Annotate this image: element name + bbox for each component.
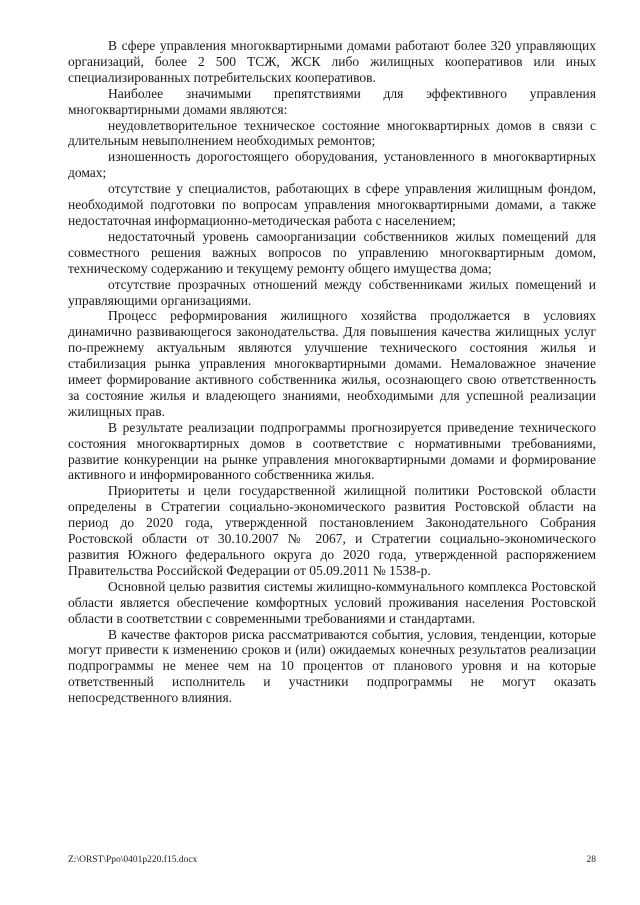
document-body bbox=[68, 38, 596, 706]
paragraph: отсутствие у специалистов, работающих в сфере управления жилищным фондом, необходимой подготовки по вопросам управления многоквартирными домами, а также недостаточная информационно-методическая работа с населением; bbox=[68, 181, 596, 228]
file-path: Z:\ORST\Ppo\0401p220.f15.docx bbox=[68, 855, 198, 865]
paragraph: Наиболее значимыми препятствиями для эффективного управления многоквартирными домами являются: bbox=[68, 85, 596, 117]
paragraph: В сфере управления многоквартирными домами работают более 320 управляющих организаций, более 2 500 ТСЖ, ЖСК либо жилищных кооперативов или иных специализированных потребительских кооперативов. bbox=[68, 38, 596, 85]
paragraph: Приоритеты и цели государственной жилищной политики Ростовской области определены в Стратегии социально-экономического развития Ростовской области на период до 2020 года, утвержденной постановлением Законодательного Собрания Ростовской области от 30.10.2007 № 2067, и Стратегии социально-экономического развития Южного федерального округа до 2020 года, утвержденной распоряжением Правительства Российской Федерации от 05.09.2011 № 1538-р. bbox=[68, 483, 596, 578]
paragraph: В качестве факторов риска рассматриваются события, условия, тенденции, которые могут привести к изменению сроков и (или) ожидаемых конечных результатов реализации подпрограммы не менее чем на 10 процентов от планового уровня и на которые ответственный исполнитель и участники подпрограммы не могут оказать непосредственного влияния. bbox=[68, 626, 596, 706]
page-number: 28 bbox=[586, 855, 596, 865]
paragraph: отсутствие прозрачных отношений между собственниками жилых помещений и управляющими организациями. bbox=[68, 276, 596, 308]
paragraph: неудовлетворительное техническое состояние многоквартирных домов в связи с длительным невыполнением необходимых ремонтов; bbox=[68, 117, 596, 149]
paragraph: Основной целью развития системы жилищно-коммунального комплекса Ростовской области является обеспечение комфортных условий проживания населения Ростовской области в соответствии с современными требованиями и стандартами. bbox=[68, 578, 596, 626]
paragraph: изношенность дорогостоящего оборудования, установленного в многоквартирных домах; bbox=[68, 149, 596, 181]
paragraph: Процесс реформирования жилищного хозяйства продолжается в условиях динамично развивающегося законодательства. Для повышения качества жилищных услуг по-прежнему актуальным являются улучшение технического состояния жилья и стабилизация рынка управления многоквартирными домами. Немаловажное значение имеет формирование активного собственника жилья, осознающего свою ответственность за состояние жилья и владеющего знаниями, необходимыми для успешной реализации жилищных прав. bbox=[68, 308, 596, 419]
paragraph: В результате реализации подпрограммы прогнозируется приведение технического состояния многоквартирных домов в соответствие с нормативными требованиями, развитие конкуренции на рынке управления многоквартирными домами и формирование активного и информированного собственника жилья. bbox=[68, 419, 596, 483]
paragraph: недостаточный уровень самоорганизации собственников жилых помещений для совместного решения важных вопросов по управлению многоквартирным домом, техническому содержанию и текущему ремонту общего имущества дома; bbox=[68, 228, 596, 276]
